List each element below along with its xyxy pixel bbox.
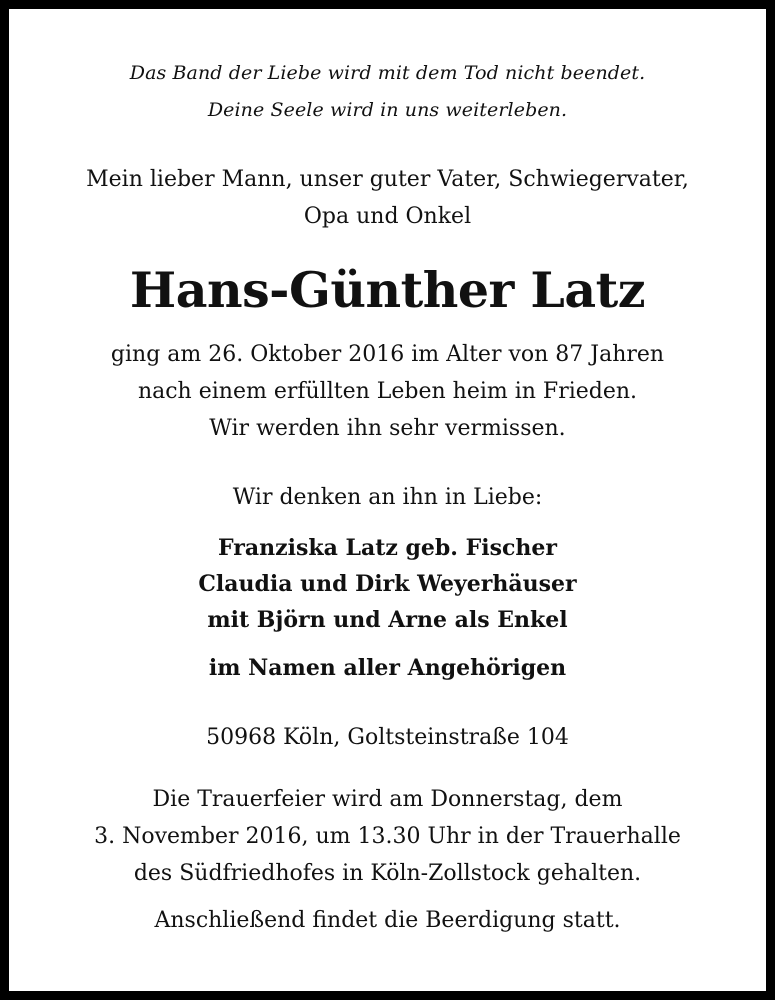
motto-line-2: Deine Seele wird in uns weiterleben.	[207, 99, 568, 121]
funeral-line-1: Die Trauerfeier wird am Donnerstag, dem	[152, 787, 623, 812]
mourner-name: mit Björn und Arne als Enkel	[207, 607, 568, 633]
deceased-name: Hans-Günther Latz	[129, 261, 646, 319]
intro-line-2: Opa und Onkel	[303, 204, 472, 229]
address-line: 50968 Köln, Goltsteinstraße 104	[206, 725, 569, 750]
announcement-line-2: nach einem erfüllten Leben heim in Frieden.	[137, 379, 638, 404]
announcement-line-3: Wir werden ihn sehr vermissen.	[209, 416, 566, 441]
funeral-line-2: 3. November 2016, um 13.30 Uhr in der Trauerhalle	[94, 824, 681, 849]
mourners-intro: Wir denken an ihn in Liebe:	[232, 485, 543, 510]
mourner-name: Franziska Latz geb. Fischer	[218, 535, 557, 561]
funeral-line-3: des Südfriedhofes in Köln-Zollstock gehalten.	[133, 861, 642, 886]
motto-line-1: Das Band der Liebe wird mit dem Tod nicht beendet.	[129, 62, 646, 84]
mourner-name: Claudia und Dirk Weyerhäuser	[198, 571, 577, 597]
intro-line-1: Mein lieber Mann, unser guter Vater, Schwiegervater,	[86, 167, 689, 192]
announcement-line-1: ging am 26. Oktober 2016 im Alter von 87 Jahren	[110, 342, 665, 367]
burial-line: Anschließend findet die Beerdigung statt.	[154, 908, 621, 933]
relatives-line: im Namen aller Angehörigen	[208, 655, 567, 681]
